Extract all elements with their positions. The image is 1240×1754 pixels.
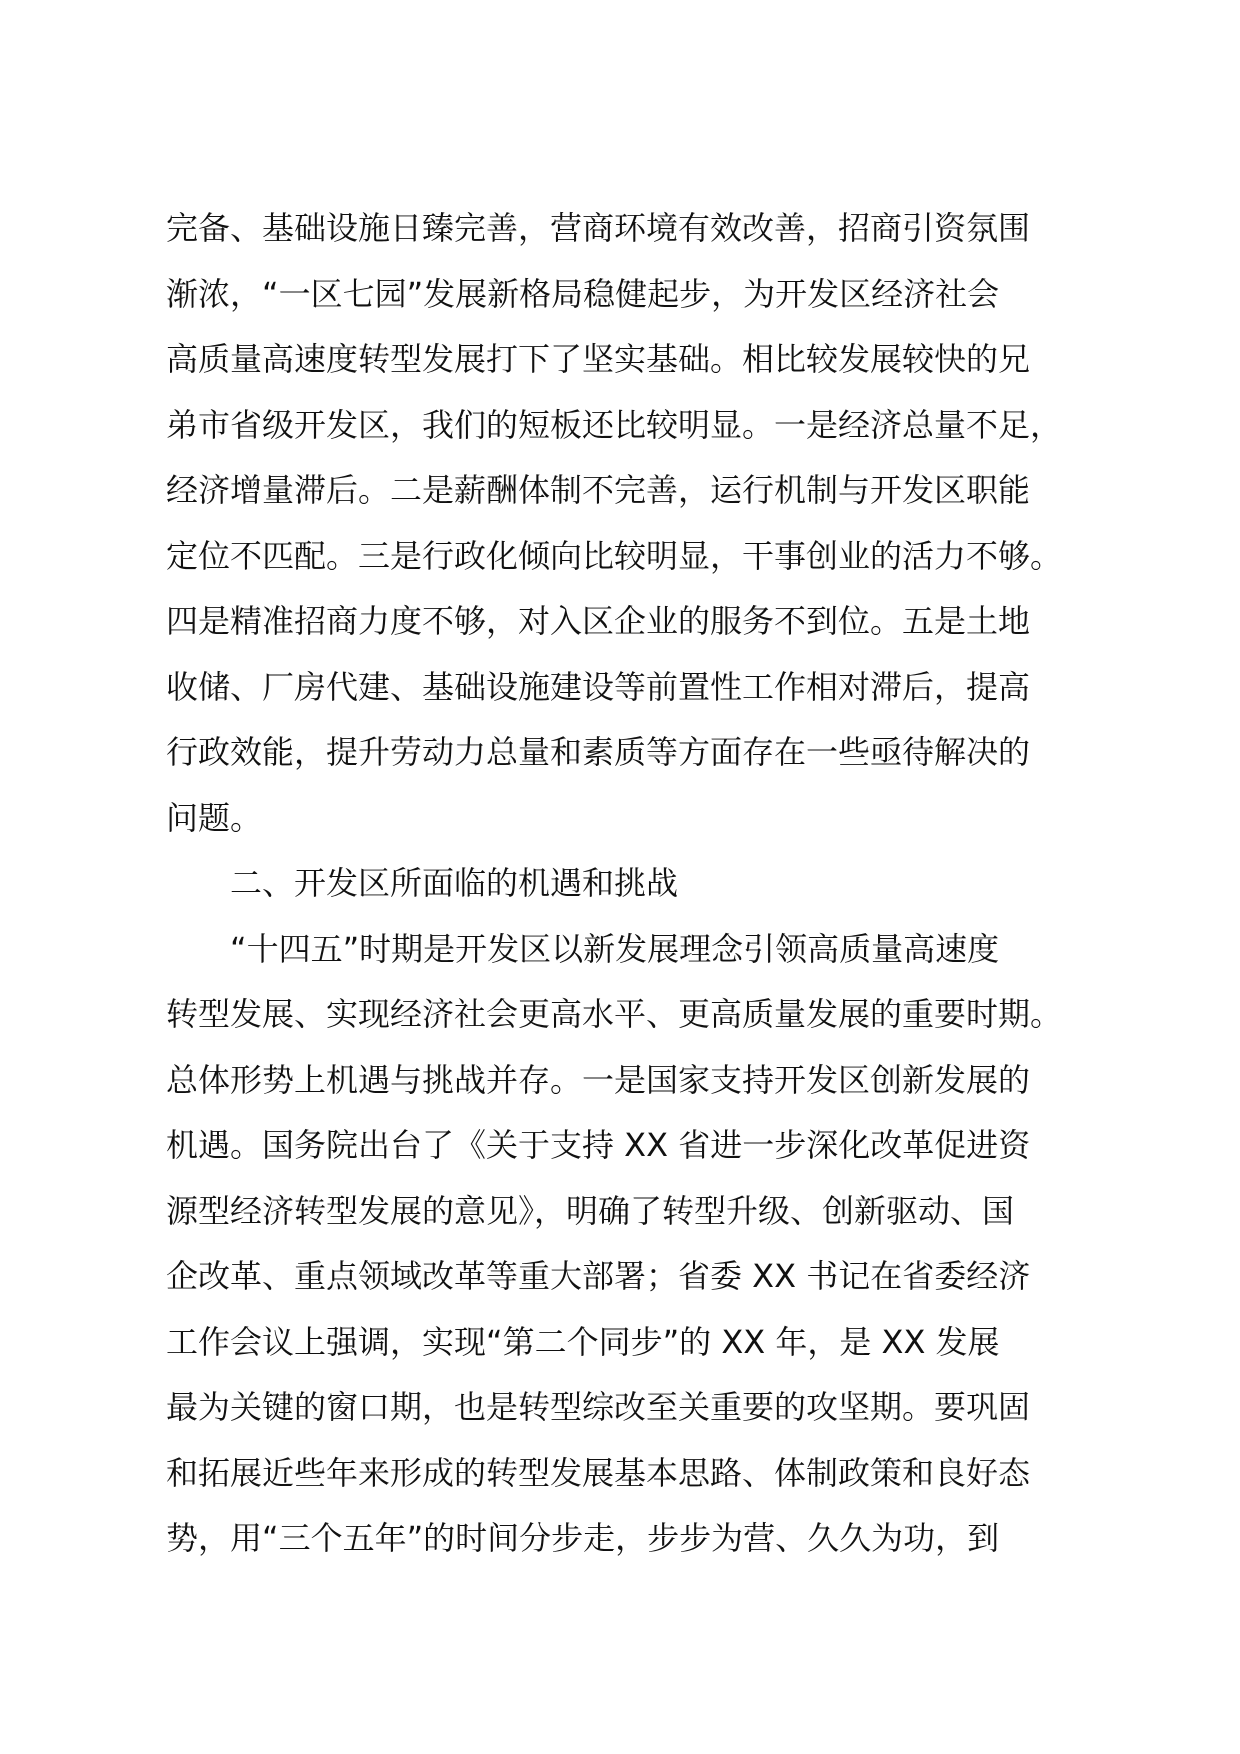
- text-line: 最为关键的窗口期，也是转型综改至关重要的攻坚期。要巩固: [166, 1388, 1031, 1426]
- text-line: 机遇。国务院出台了《关于支持 XX 省进一步深化改革促进资: [166, 1126, 1031, 1164]
- text-line: 和拓展近些年来形成的转型发展基本思路、体制政策和良好态: [166, 1453, 1031, 1492]
- text-line: 问题。: [166, 798, 263, 837]
- text-line: 渐浓，“一区七园”发展新格局稳健起步，为开发区经济社会: [166, 274, 1000, 313]
- document-body: [166, 196, 1096, 1572]
- text-line: 总体形势上机遇与挑战并存。一是国家支持开发区创新发展的: [166, 1060, 1031, 1099]
- text-line: 源型经济转型发展的意见》，明确了转型升级、创新驱动、国: [166, 1191, 1015, 1230]
- paragraph-first-line: “十四五”时期是开发区以新发展理念引领高质量高速度: [230, 929, 1000, 968]
- text-line: 完备、基础设施日臻完善，营商环境有效改善，招商引资氛围: [166, 209, 1031, 247]
- section-heading: 二、开发区所面临的机遇和挑战: [230, 864, 679, 902]
- text-line: 经济增量滞后。二是薪酬体制不完善，运行机制与开发区职能: [166, 471, 1031, 509]
- text-line: 势，用“三个五年”的时间分步走，步步为营、久久为功，到: [166, 1519, 1000, 1557]
- text-line: 工作会议上强调，实现“第二个同步”的 XX 年，是 XX 发展: [166, 1322, 1000, 1361]
- text-line: 收储、厂房代建、基础设施建设等前置性工作相对滞后，提高: [166, 667, 1031, 706]
- text-line: 行政效能，提升劳动力总量和素质等方面存在一些亟待解决的: [166, 733, 1031, 771]
- text-line: 四是精准招商力度不够，对入区企业的服务不到位。五是土地: [166, 602, 1031, 640]
- text-line: 高质量高速度转型发展打下了坚实基础。相比较发展较快的兄: [166, 340, 1031, 378]
- text-line: 弟市省级开发区，我们的短板还比较明显。一是经济总量不足，: [166, 405, 1063, 444]
- text-line: 企改革、重点领域改革等重大部署；省委 XX 书记在省委经济: [166, 1257, 1031, 1295]
- text-line: 转型发展、实现经济社会更高水平、更高质量发展的重要时期。: [166, 995, 1063, 1033]
- text-line: 定位不匹配。三是行政化倾向比较明显，干事创业的活力不够。: [166, 536, 1063, 575]
